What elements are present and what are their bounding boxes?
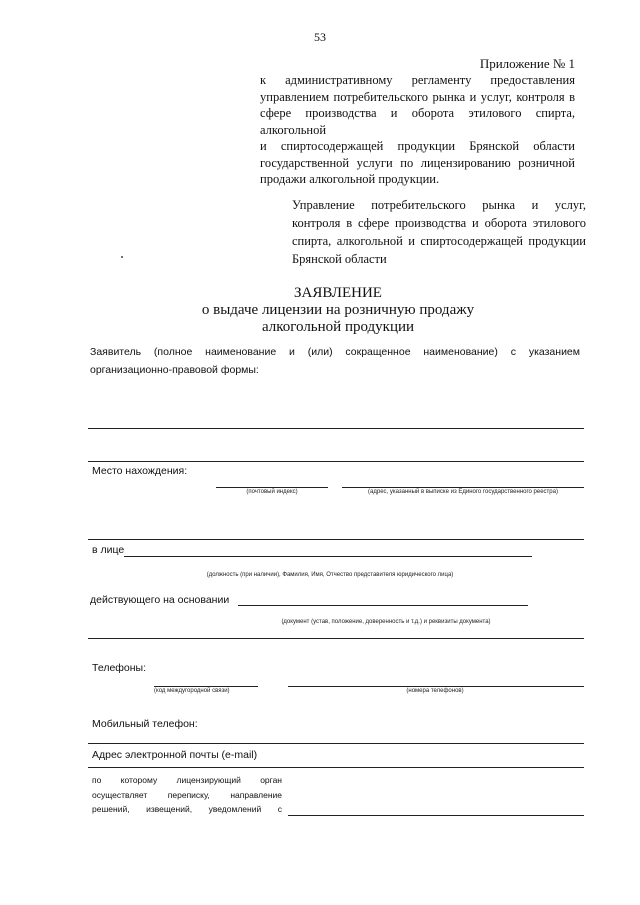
person-field[interactable] bbox=[124, 556, 532, 557]
postal-code-field[interactable] bbox=[216, 487, 328, 488]
correspondence-text bbox=[92, 773, 282, 817]
mobile-phone-label: Мобильный телефон: bbox=[92, 718, 198, 730]
basis-field[interactable] bbox=[238, 605, 528, 606]
appendix-title: Приложение № 1 bbox=[479, 56, 575, 71]
applicant-name-field-line[interactable] bbox=[88, 461, 584, 462]
appendix-line: продажи алкогольной продукции. bbox=[260, 172, 440, 186]
address-field-line[interactable] bbox=[88, 539, 584, 540]
email-field[interactable] bbox=[88, 767, 584, 768]
correspondence-line: по которому лицензирующий орган bbox=[92, 775, 282, 785]
person-caption: (должность (при наличии), Фамилия, Имя, Отчество представителя юридического лица) bbox=[206, 572, 454, 578]
addressee-line: спирта, алкогольной и спиртосодержащей продукции bbox=[292, 234, 586, 248]
email-label: Адрес электронной почты (e-mail) bbox=[92, 749, 258, 761]
location-label: Место нахождения: bbox=[92, 465, 188, 477]
appendix-line: к административному регламенту предоставления bbox=[260, 73, 575, 87]
basis-field-line[interactable] bbox=[88, 638, 584, 639]
addressee-line: контроля в сфере производства и оборота этилового bbox=[292, 216, 586, 230]
mobile-phone-field[interactable] bbox=[88, 743, 584, 744]
document-subtitle-line2: алкогольной продукции bbox=[261, 319, 415, 335]
basis-caption: (документ (устав, положение, доверенность и т.д.) и реквизиты документа) bbox=[281, 619, 491, 625]
document-subtitle-line1: о выдаче лицензии на розничную продажу bbox=[201, 302, 475, 318]
address-field[interactable] bbox=[342, 487, 584, 488]
correspondence-field[interactable] bbox=[288, 815, 584, 816]
appendix-line: государственной услуги по лицензированию розничной bbox=[260, 155, 575, 170]
postal-code-caption: (почтовый индекс) bbox=[246, 489, 298, 495]
correspondence-line: осуществляет переписку, направление bbox=[92, 789, 282, 800]
intercity-code-field[interactable] bbox=[154, 686, 258, 687]
addressee-block bbox=[292, 196, 586, 268]
applicant-label-line2: организационно-правовой формы: bbox=[90, 364, 259, 376]
person-label: в лице bbox=[92, 544, 125, 556]
page-number: 53 bbox=[314, 30, 326, 44]
applicant-label-line1: Заявитель (полное наименование и (или) сокращенное наименование) с указанием bbox=[90, 346, 580, 358]
appendix-text bbox=[260, 72, 575, 188]
phone-numbers-caption: (номера телефонов) bbox=[406, 688, 464, 694]
stray-dot bbox=[121, 256, 123, 258]
appendix-line: сфере производства и оборота этилового спирта, алкогольной bbox=[260, 106, 575, 137]
basis-label: действующего на основании bbox=[90, 594, 230, 606]
phone-numbers-field[interactable] bbox=[288, 686, 584, 687]
phones-label: Телефоны: bbox=[92, 662, 147, 674]
appendix-line: и спиртосодержащей продукции Брянской области bbox=[260, 139, 575, 153]
appendix-line: управлением потребительского рынка и услуг, контроля в bbox=[260, 89, 575, 104]
applicant-name-field-line[interactable] bbox=[88, 428, 584, 429]
correspondence-line: решений, извещений, уведомлений с bbox=[92, 804, 282, 814]
intercity-code-caption: (код междугородной связи) bbox=[154, 688, 230, 694]
addressee-line: Управление потребительского рынка и услуг, bbox=[292, 198, 586, 212]
document-title: ЗАЯВЛЕНИЕ bbox=[294, 285, 382, 301]
address-caption: (адрес, указанный в выписке из Единого государственного реестра) bbox=[368, 489, 558, 495]
addressee-line: Брянской области bbox=[292, 252, 387, 266]
